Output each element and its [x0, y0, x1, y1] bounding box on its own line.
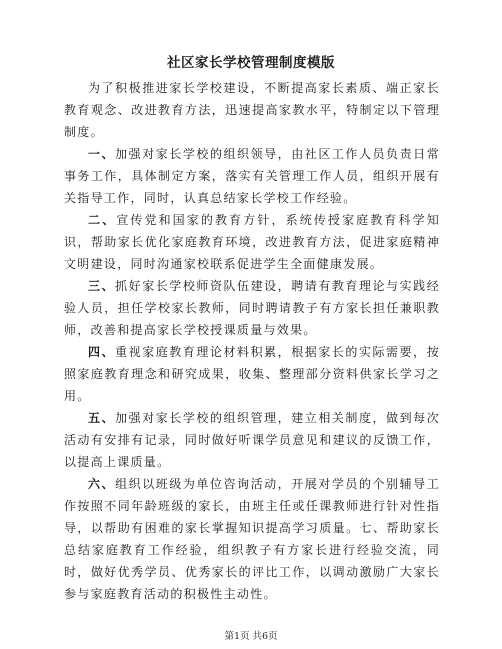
paragraph-text: 加强对家长学校的组织领导，由社区工作人员负责日常事务工作，具体制定方案，落实有关管理工作人员，组织开展有关指导工作，同时，认真总结家长学校工作经验。 [64, 147, 441, 205]
paragraph-lead: 一、 [88, 147, 116, 161]
paragraph-text: 组织以班级为单位咨询活动，开展对学员的个别辅导工作按照不同年龄班级的家长，由班主任或任课教师进行针对性指导，以帮助有困难的家长掌握知识提高学习质量。七、帮助家长总结家庭教育工作经验，组织教子有方家长进行经验交流，同时，做好优秀学员、优秀家长的评比工作，以调动激励广大家长参与家庭教育活动的积极性主动性。 [64, 477, 441, 601]
paragraph-item-3 [64, 275, 440, 341]
paragraph-text: 为了积极推进家长学校建设，不断提高家长素质、端正家长教育观念、改进教育方法，迅速提高家教水平，特制定以下管理制度。 [64, 81, 440, 139]
paragraph-item-6 [64, 473, 440, 605]
paragraph-item-2 [64, 209, 440, 275]
paragraph-lead: 三、 [88, 279, 116, 293]
document-title: 社区家长学校管理制度模版 [167, 55, 335, 71]
paragraph-item-1 [64, 143, 440, 209]
paragraph-text: 抓好家长学校师资队伍建设，聘请有教育理论与实践经验人员，担任学校家长教师，同时聘请教子有方家长担任兼职教师，改善和提高家长学校授课质量与效果。 [64, 279, 441, 337]
document-body [64, 77, 440, 605]
paragraph-item-4 [64, 341, 440, 407]
paragraph-text: 加强对家长学校的组织管理，建立相关制度，做到每次活动有安排有记录，同时做好听课学员意见和建议的反馈工作，以提高上课质量。 [64, 411, 441, 469]
paragraph-lead: 二、 [88, 213, 117, 227]
paragraph-lead: 四、 [88, 345, 116, 359]
paragraph-lead: 五、 [88, 411, 116, 425]
page-number-footer: 第1页 共6页 [224, 631, 278, 642]
paragraph-intro [64, 77, 440, 143]
paragraph-item-5 [64, 407, 440, 473]
paragraph-text: 宣传党和国家的教育方针，系统传授家庭教育科学知识，帮助家长优化家庭教育环境，改进教育方法，促进家庭精神文明建设，同时沟通家校联系促进学生全面健康发展。 [64, 213, 440, 271]
paragraph-lead: 六、 [88, 477, 116, 491]
paragraph-text: 重视家庭教育理论材料积累，根据家长的实际需要，按照家庭教育理念和研究成果，收集、整理部分资料供家长学习之用。 [64, 345, 441, 403]
